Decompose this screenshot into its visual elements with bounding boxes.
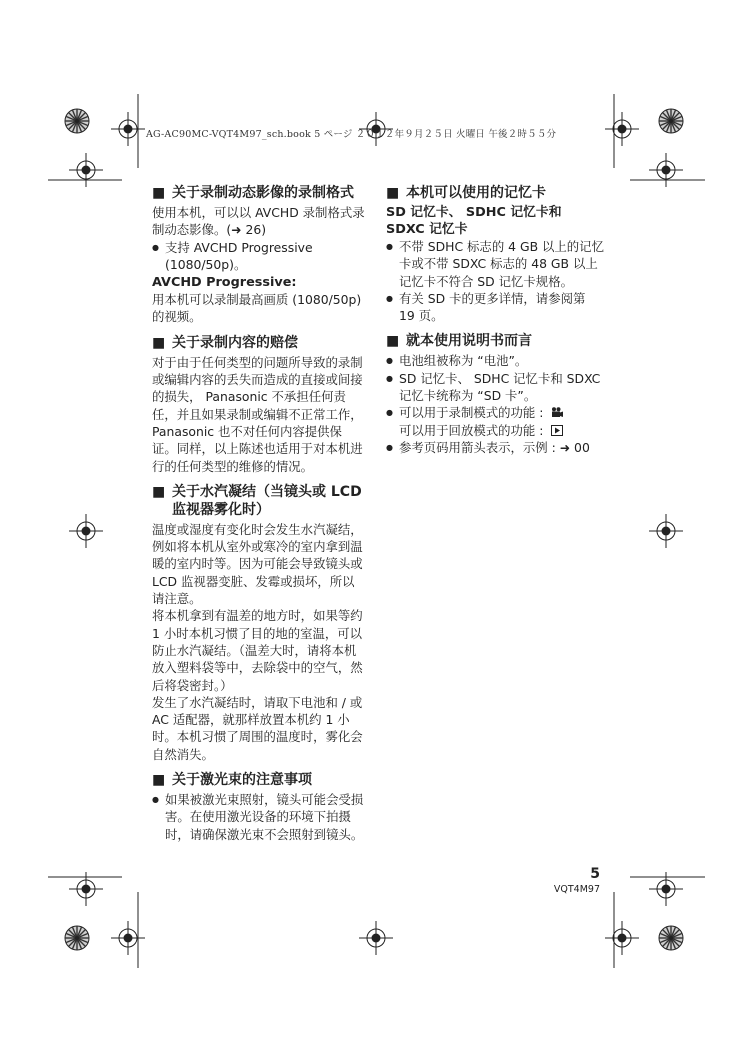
- square-bullet-icon: ■: [152, 334, 166, 351]
- paragraph: 将本机拿到有温差的地方时，如果等约 1 小时本机习惯了目的地的室温，可以防止水汽凝结。（温差大时，请将本机放入塑料袋等中，去除袋中的空气，然后将袋密封。）: [152, 608, 363, 693]
- color-target-center: [669, 119, 673, 123]
- list-item: ● 如果被激光束照射，镜头可能会受损害。在使用激光设备的环境下拍摄时，请确保激光束不会照射到镜头。: [152, 791, 366, 843]
- section-heading: [386, 332, 604, 350]
- list-item: ● 有关 SD 卡的更多详情，请参阅第 19 页。: [386, 290, 604, 325]
- paragraph: 用本机可以录制最高画质 (1080/50p) 的视频。: [152, 292, 362, 325]
- paragraph: 发生了水汽凝结时，请取下电池和 / 或 AC 适配器，就那样放置本机约 1 小时。本机习惯了周围的温度时，雾化会自然消失。: [152, 694, 363, 762]
- document-code: VQT4M97: [553, 884, 600, 895]
- section-title: 就本使用说明书而言: [406, 333, 532, 350]
- print-file-header: AG-AC90MC-VQT4M97_sch.book 5 ページ ２０１２年９月２５日 火曜日 午後２時５５分: [146, 129, 557, 140]
- square-bullet-icon: ■: [386, 333, 400, 350]
- subheading: AVCHD Progressive:: [152, 275, 297, 291]
- section-title: 关于激光束的注意事项: [172, 772, 312, 789]
- section-title: 关于水汽凝结（当镜头或 LCD 监视器雾化时）: [172, 483, 362, 518]
- page-number: 5: [590, 866, 600, 882]
- section-heading: [386, 184, 604, 202]
- left-column: [152, 184, 366, 843]
- bullet-list: [386, 352, 604, 456]
- square-bullet-icon: ■: [152, 483, 166, 500]
- section-title: 关于录制内容的赔偿: [172, 334, 298, 351]
- square-bullet-icon: ■: [152, 772, 166, 789]
- section-heading: [152, 184, 366, 202]
- bullet-list: [152, 791, 366, 843]
- section-title: 关于录制动态影像的录制格式: [172, 185, 354, 201]
- section-heading: [152, 771, 366, 789]
- square-bullet-icon: ■: [152, 185, 166, 201]
- paragraph: 温度或湿度有变化时会发生水汽凝结，例如将本机从室外或寒冷的室内拿到温暖的室内时等。因为可能会导致镜头或 LCD 监视器变脏、发霉或损坏，所以请注意。: [152, 521, 363, 607]
- paragraph: 对于由于任何类型的问题所导致的录制或编辑内容的丢失而造成的直接或间接的损失， Panasonic 不承担任何责任，并且如果录制或编辑不正常工作， Panasonic 也不对任何内容提供保证。同样，以上陈述也适用于对本机进行的任何类型的维修的情况。: [152, 354, 363, 474]
- section-heading: [152, 483, 366, 519]
- right-column: [386, 184, 604, 456]
- video-camera-icon: [551, 407, 563, 418]
- bullet-list: [386, 238, 604, 324]
- color-target-center: [669, 936, 673, 940]
- color-target-center: [75, 119, 79, 123]
- section-title: 本机可以使用的记忆卡: [406, 185, 546, 201]
- play-mode-text: 可以用于回放模式的功能 :: [399, 422, 544, 438]
- list-item: ● 参考页码用箭头表示，示例 : ➜ 00: [386, 439, 604, 456]
- record-mode-text: 可以用于录制模式的功能 :: [399, 405, 544, 421]
- color-target-center: [75, 936, 79, 940]
- list-item-modes: [386, 404, 604, 439]
- paragraph: 使用本机，可以以 AVCHD 录制格式录制动态影像。(➜ 26): [152, 205, 365, 238]
- bullet-list: [152, 239, 366, 274]
- section-heading: [152, 334, 366, 352]
- playback-icon: [551, 425, 563, 436]
- square-bullet-icon: ■: [386, 185, 400, 201]
- list-item: ● SD 记忆卡、 SDHC 记忆卡和 SDXC 记忆卡统称为 “SD 卡”。: [386, 370, 604, 405]
- list-item: ● 支持 AVCHD Progressive (1080/50p)。: [152, 239, 366, 274]
- list-item: ● 电池组被称为 “电池”。: [386, 352, 604, 369]
- subheading: SD 记忆卡、 SDHC 记忆卡和 SDXC 记忆卡: [386, 205, 562, 237]
- list-item: ● 不带 SDHC 标志的 4 GB 以上的记忆卡或不带 SDXC 标志的 48 GB 以上记忆卡不符合 SD 记忆卡规格。: [386, 238, 604, 290]
